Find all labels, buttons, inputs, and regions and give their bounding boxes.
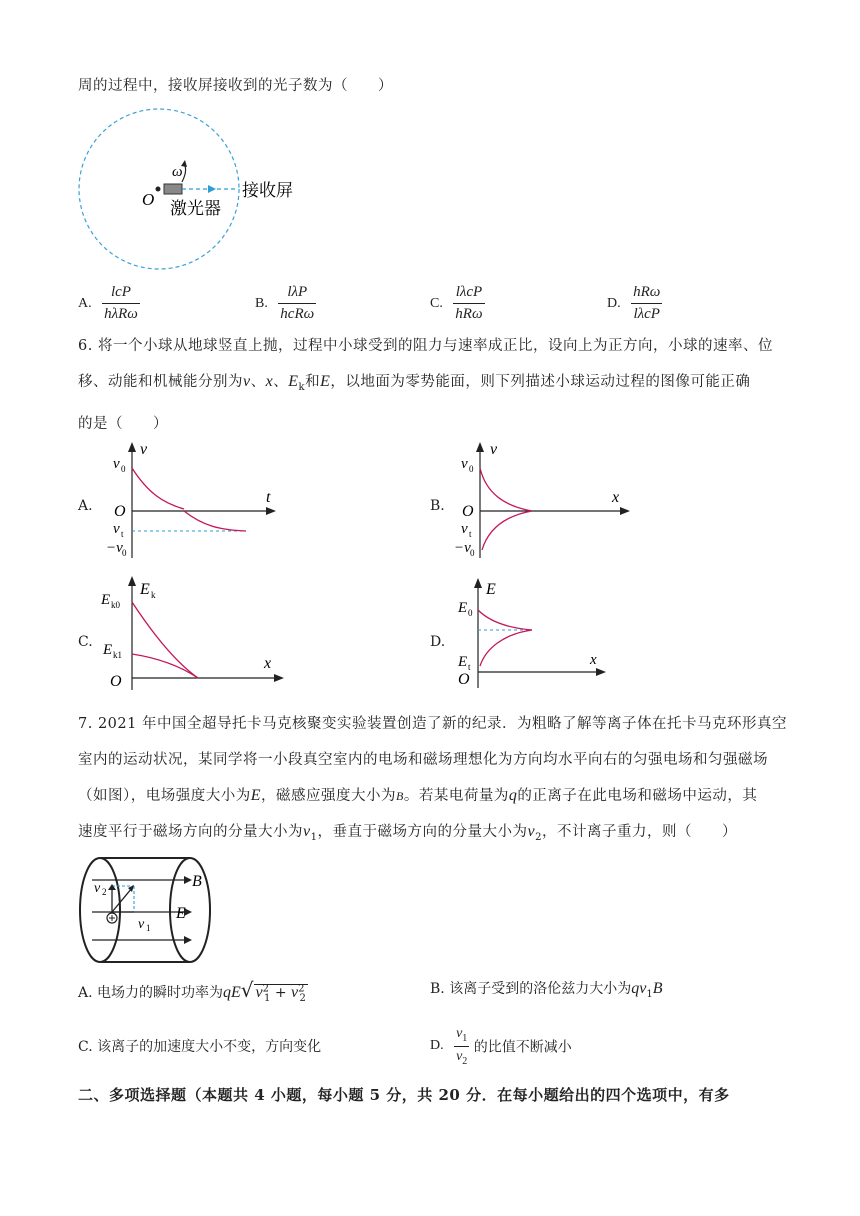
- q6-option-c-label[interactable]: C.: [78, 634, 93, 650]
- axis-arrow-icon: [596, 668, 606, 676]
- svg-text:E: E: [101, 592, 111, 608]
- svg-text:x: x: [264, 655, 272, 672]
- svg-text:O: O: [458, 671, 470, 688]
- svg-text:B: B: [192, 873, 202, 890]
- svg-text:v: v: [490, 441, 498, 458]
- center-point: [156, 187, 161, 192]
- svg-text:v: v: [461, 456, 468, 472]
- q7-option-a[interactable]: A. 电场力的瞬时功率为qE√ $v^2_1 + v^2_2$: [78, 978, 306, 1004]
- origin-label: O: [142, 190, 155, 209]
- q6-graph-b: [456, 438, 636, 568]
- laser-icon: [164, 184, 182, 194]
- q7-stem-line4: 速度平行于磁场方向的分量大小为$v_1$，垂直于磁场方向的分量大小为$v_2$，不计离子重力，则（ ）: [78, 823, 737, 843]
- svg-text:2: 2: [102, 887, 107, 897]
- curve-up: [480, 468, 532, 511]
- svg-text:v: v: [138, 917, 145, 932]
- axis-arrow-icon: [128, 576, 136, 586]
- curve-up: [478, 610, 532, 630]
- svg-text:O: O: [114, 503, 126, 520]
- svg-text:v: v: [113, 456, 120, 472]
- q5-option-c[interactable]: C. $\frac{\text{lλcP}}{\text{hRω}}$: [430, 284, 483, 322]
- x-axis-label: t: [266, 489, 271, 506]
- q6-stem-line1: 6. 将一个小球从地球竖直上抛，过程中小球受到的阻力与速率成正比，设向上为正方向，小球的速率、位: [78, 338, 773, 354]
- svg-text:E: E: [486, 581, 496, 598]
- svg-text:E: E: [103, 642, 113, 658]
- svg-text:x: x: [590, 652, 597, 668]
- svg-text:1: 1: [146, 923, 151, 933]
- q6-graph-a: [108, 438, 278, 568]
- svg-text:E: E: [458, 654, 468, 670]
- q6-option-d-label[interactable]: D.: [430, 634, 446, 650]
- svg-text:E: E: [140, 581, 150, 598]
- axis-arrow-icon: [476, 442, 484, 452]
- curve-down: [482, 511, 532, 550]
- curve-up: [132, 468, 184, 509]
- beam-arrow-icon: [208, 185, 216, 193]
- svg-text:v: v: [461, 521, 468, 537]
- tokamak-field-figure: [78, 852, 218, 970]
- y-axis-label: v: [140, 441, 148, 458]
- curve-down: [480, 630, 532, 666]
- q7-option-d[interactable]: D. $\frac{v_1}{v_2}$ 的比值不断减小: [430, 1026, 572, 1067]
- svg-text:x: x: [612, 489, 620, 506]
- svg-text:k0: k0: [111, 600, 120, 610]
- svg-text:t: t: [121, 529, 124, 539]
- omega-label: ω: [172, 164, 183, 180]
- svg-text:−v: −v: [454, 540, 471, 556]
- axis-arrow-icon: [266, 507, 276, 515]
- svg-text:0: 0: [469, 464, 474, 474]
- svg-text:k1: k1: [113, 650, 122, 660]
- svg-text:0: 0: [122, 548, 127, 558]
- curve-down: [132, 654, 198, 678]
- q6-graph-c: [100, 572, 290, 694]
- axis-arrow-icon: [474, 578, 482, 588]
- svg-text:E: E: [176, 905, 186, 922]
- q5-option-d[interactable]: D. $\frac{\text{hRω}}{\text{lλcP}}$: [607, 284, 661, 322]
- q6-graph-d: [454, 576, 614, 694]
- q7-option-b[interactable]: B. 该离子受到的洛伦兹力大小为$qv_1B$: [430, 980, 663, 1000]
- curve-down: [184, 511, 246, 531]
- svg-text:t: t: [469, 529, 472, 539]
- svg-text:t: t: [468, 662, 471, 672]
- svg-text:k: k: [151, 590, 156, 600]
- q7-stem-line2: 室内的运动状况，某同学将一小段真空室内的电场和磁场理想化为方向均水平向右的匀强电场和匀强磁场: [78, 752, 768, 768]
- q6-option-a-label[interactable]: A.: [78, 498, 93, 514]
- q5-option-b[interactable]: B. $\frac{\text{lλP}}{\text{hcRω}}$: [255, 284, 315, 322]
- q7-option-c[interactable]: C. 该离子的加速度大小不变，方向变化: [78, 1039, 322, 1055]
- question-continuation: 周的过程中，接收屏接收到的光子数为（ ）: [78, 78, 393, 94]
- laser-label: 激光器: [170, 199, 221, 219]
- q5-option-a[interactable]: A. $\frac{\text{lcP}}{\text{hλRω}}$: [78, 284, 138, 322]
- svg-text:0: 0: [470, 548, 475, 558]
- axis-arrow-icon: [620, 507, 630, 515]
- axis-arrow-icon: [128, 442, 136, 452]
- q6-stem-line3: 的是（ ）: [78, 416, 168, 432]
- svg-text:v: v: [94, 881, 101, 896]
- svg-text:E: E: [458, 600, 468, 616]
- svg-text:v: v: [113, 521, 120, 537]
- q6-stem-line2: 移、动能和机械能分别为v、x、$E_k$和E，以地面为零势能面，则下列描述小球运动过程的图像可能正确: [78, 373, 751, 393]
- section-heading: 二、多项选择题（本题共 4 小题，每小题 5 分，共 20 分．在每小题给出的四个选项中，有多: [78, 1086, 730, 1104]
- laser-rotation-figure: [78, 106, 338, 278]
- curve-up: [132, 602, 198, 678]
- q7-stem-line1: 7. 2021 年中国全超导托卡马克核聚变实验装置创造了新的纪录．为粗略了解等离子体在托卡马克环形真空: [78, 716, 787, 732]
- svg-text:O: O: [462, 503, 474, 520]
- axis-arrow-icon: [274, 674, 284, 682]
- screen-label: 接收屏: [242, 181, 293, 201]
- svg-text:0: 0: [468, 608, 473, 618]
- svg-text:0: 0: [121, 464, 126, 474]
- q6-option-b-label[interactable]: B.: [430, 498, 445, 514]
- svg-text:−v: −v: [106, 540, 123, 556]
- q7-stem-line3: （如图），电场强度大小为E，磁感应强度大小为B。若某电荷量为q的正离子在此电场和磁场中运动，其: [78, 787, 758, 804]
- svg-text:O: O: [110, 673, 122, 690]
